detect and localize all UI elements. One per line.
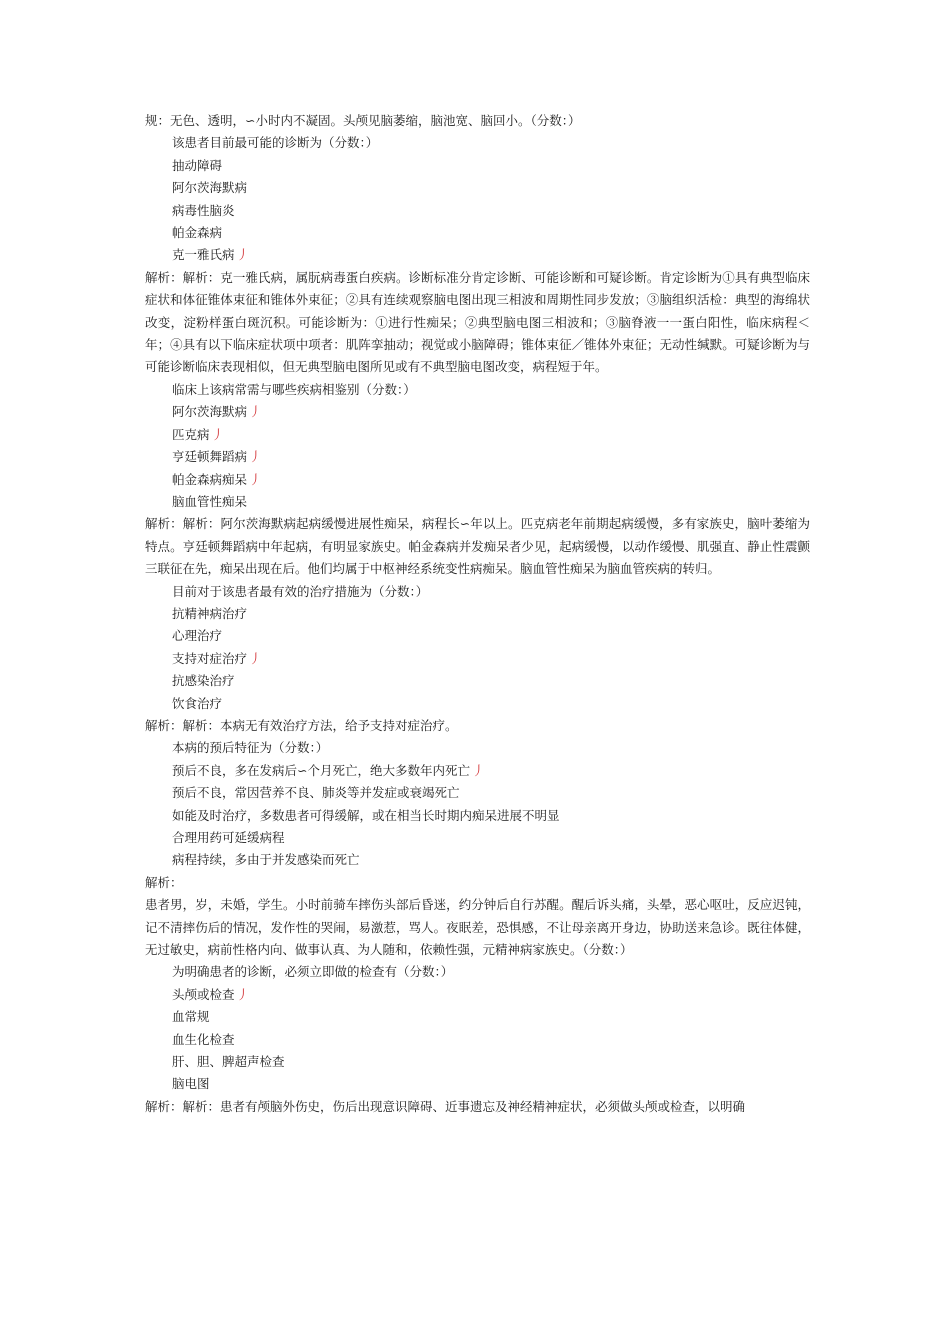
analysis-text: 解析：解析：克一雅氏病，属朊病毒蛋白疾病。诊断标准分肯定诊断、可能诊断和可疑诊断。肯定诊断为①具有典型临床症状和体征锥体束征和锥体外束征；②具有连续观察脑电图出现三相波和周期性同步发放；③脑组织活检：典型的海绵状改变，淀粉样蛋白斑沉积。可能诊断为：①进行性痴呆；②典型脑电图三相波和；③脑脊液一一蛋白阳性，临床病程＜年；④具有以下临床症状项中项者：肌阵挛抽动；视觉或小脑障碍；锥体束征／锥体外束征；无动性缄默。可疑诊断为与可能诊断临床表现相似，但无典型脑电图所见或有不典型脑电图改变，病程短于年。 [145,269,810,375]
paragraph: 规：无色、透明，∽小时内不凝固。头颅见脑萎缩，脑池宽、脑回小。（分数：） [145,113,581,128]
correct-answer-mark: 丿 [236,986,250,1002]
question-text: 目前对于该患者最有效的治疗措施为（分数：） [172,583,429,599]
correct-answer-mark: 丿 [249,404,262,420]
answer-option: 帕金森病 [172,225,223,241]
answer-option: 抽动障碍 [172,157,223,173]
answer-option: 病程持续，多由于并发感染而死亡 [172,852,360,868]
answer-option: 脑电图 [172,1076,210,1092]
question-text: 临床上该病常需与哪些疾病相鉴别（分数：） [172,381,416,397]
answer-option: 如能及时治疗，多数患者可得缓解，或在相当长时期内痴呆进展不明显 [172,807,560,823]
correct-answer-mark: 丿 [249,650,262,666]
answer-option: 预后不良，常因营养不良、肺炎等并发症或衰竭死亡 [172,785,460,801]
paragraph: 患者男，岁，未婚，学生。小时前骑车摔伤头部后昏迷，约分钟后自行苏醒。醒后诉头痛，头晕，恶心呕吐，反应迟钝，记不清摔伤后的情况，发作性的哭闹，易激惹，骂人。夜眠差，恐惧感，不让母亲离开身边，协助送来急诊。既往体健，无过敏史，病前性格内向、做事认真、为人随和，依赖性强，元精神病家族史。（分数：） [145,897,810,958]
analysis-text: 解析：解析：患者有颅脑外伤史，伤后出现意识障碍、近事遗忘及神经精神症状，必须做头颅或检查，以明确 [145,1098,746,1114]
answer-option: 饮食治疗 [172,695,223,711]
analysis-text: 解析：解析：本病无有效治疗方法，给予支持对症治疗。 [145,717,458,733]
answer-option: 克一雅氏病 丿 [172,247,250,263]
document-body [145,110,810,1118]
question-text: 为明确患者的诊断，必须立即做的检查有（分数：） [172,964,454,980]
correct-answer-mark: 丿 [236,247,250,263]
correct-answer-mark: 丿 [249,471,262,487]
correct-answer-mark: 丿 [211,426,225,442]
answer-option: 病毒性脑炎 [172,202,235,218]
answer-option: 血生化检查 [172,1031,235,1047]
answer-option: 预后不良，多在发病后∽个月死亡，绝大多数年内死亡 丿 [172,762,485,778]
answer-option: 亨廷顿舞蹈病 丿 [172,449,262,465]
correct-answer-mark: 丿 [471,762,485,778]
answer-option: 心理治疗 [172,628,223,644]
analysis-text: 解析： [145,874,183,890]
answer-option: 阿尔茨海默病 [172,180,248,196]
answer-option: 阿尔茨海默病 丿 [172,404,262,420]
answer-option: 合理用药可延缓病程 [172,830,285,845]
answer-option: 匹克病 丿 [172,426,225,442]
answer-option: 肝、胆、脾超声检查 [172,1054,285,1070]
answer-option: 头颅或检查 丿 [172,986,250,1002]
answer-option: 抗感染治疗 [172,673,235,689]
answer-option: 脑血管性痴呆 [172,493,248,509]
correct-answer-mark: 丿 [249,449,262,465]
answer-option: 帕金森病痴呆 丿 [172,471,262,487]
analysis-text: 解析：解析：阿尔茨海默病起病缓慢进展性痴呆，病程长∽年以上。匹克病老年前期起病缓慢，多有家族史，脑叶萎缩为特点。亨廷顿舞蹈病中年起病，有明显家族史。帕金森病并发痴呆者少见，起病缓慢，以动作缓慢、肌强直、静止性震颤三联征在先，痴呆出现在后。他们均属于中枢神经系统变性病痴呆。脑血管性痴呆为脑血管疾病的转归。 [145,516,810,577]
answer-option: 抗精神病治疗 [172,605,248,621]
question-text: 该患者目前最可能的诊断为（分数：） [172,135,379,151]
answer-option: 支持对症治疗 丿 [172,650,262,666]
question-text: 本病的预后特征为（分数：） [172,740,329,756]
answer-option: 血常规 [172,1009,210,1025]
